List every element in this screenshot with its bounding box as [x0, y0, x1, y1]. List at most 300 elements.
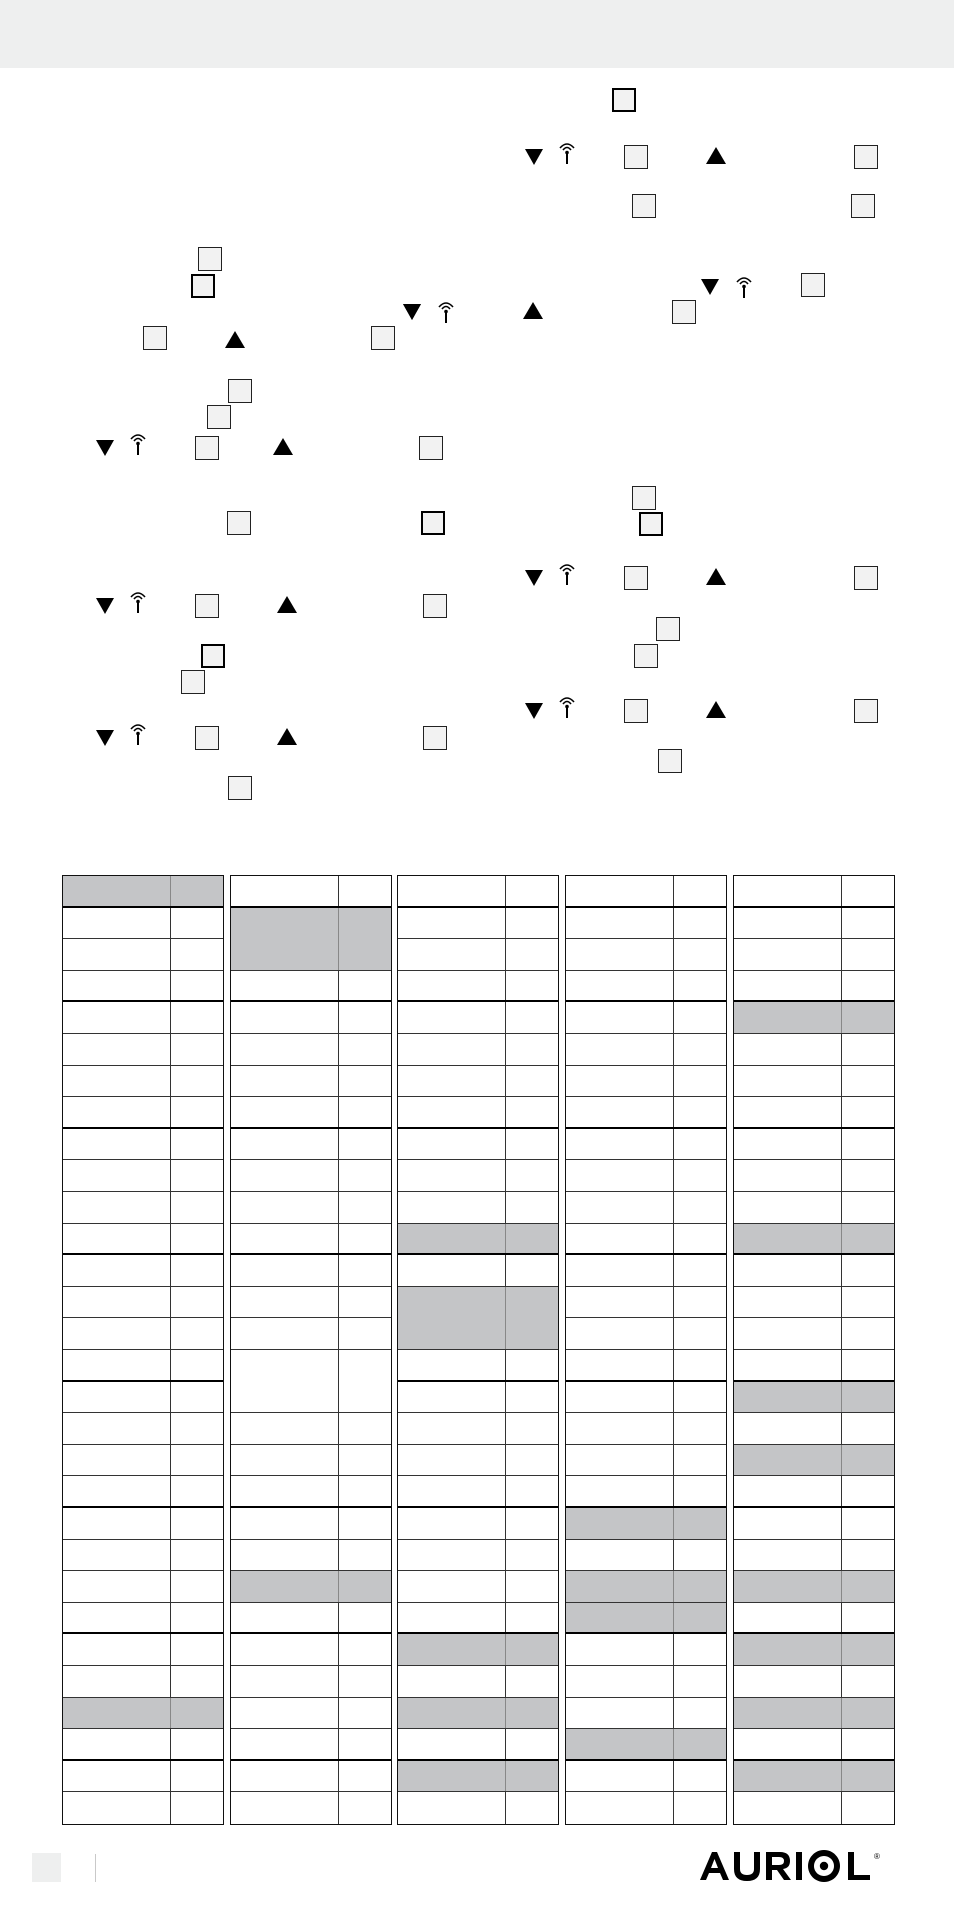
table-cell [339, 1603, 391, 1633]
table-cell [231, 1255, 339, 1286]
table-cell [674, 1034, 726, 1065]
table-row [566, 1066, 726, 1098]
table-row [734, 939, 894, 971]
table-cell [506, 1192, 558, 1223]
table-cell [506, 1698, 558, 1729]
table-cell [339, 1634, 391, 1665]
table-cell [339, 1413, 391, 1444]
table-cell [566, 1571, 674, 1602]
table-row [566, 1508, 726, 1540]
table-row [398, 1318, 558, 1350]
table-cell [63, 1066, 171, 1097]
table-cell [674, 1224, 726, 1254]
button-square-icon [632, 486, 656, 510]
table-cell [566, 1160, 674, 1191]
table-cell [734, 876, 842, 906]
table-cell [398, 1761, 506, 1792]
table-cell [171, 1160, 223, 1191]
button-square-icon [201, 644, 225, 668]
table-cell [506, 1002, 558, 1033]
table-cell [506, 1476, 558, 1506]
table-cell [339, 1192, 391, 1223]
button-square-icon [227, 511, 251, 535]
table-row [398, 1160, 558, 1192]
table-cell [171, 1540, 223, 1571]
table-column-3 [397, 875, 559, 1825]
table-cell [506, 1255, 558, 1286]
table-cell [171, 1002, 223, 1033]
table-cell [398, 971, 506, 1001]
table-cell [231, 1508, 339, 1539]
table-row [566, 1129, 726, 1161]
table-cell [339, 1382, 391, 1413]
table-row [734, 1792, 894, 1824]
table-cell [566, 1350, 674, 1380]
button-square-icon [371, 326, 395, 350]
table-cell [171, 1571, 223, 1602]
table-row [231, 939, 391, 971]
table-cell [674, 1160, 726, 1191]
button-square-icon [801, 273, 825, 297]
table-cell [63, 1540, 171, 1571]
antenna-icon [733, 275, 755, 299]
table-cell [842, 1634, 894, 1665]
table-cell [63, 1634, 171, 1665]
table-cell [566, 1540, 674, 1571]
table-row [231, 1382, 391, 1414]
table-row [231, 1192, 391, 1224]
table-row [231, 1034, 391, 1066]
table-cell [566, 1729, 674, 1759]
table-cell [674, 876, 726, 906]
table-row [63, 876, 223, 908]
table-row [63, 1097, 223, 1129]
table-cell [398, 1350, 506, 1380]
table-row [398, 1192, 558, 1224]
table-row [566, 1350, 726, 1382]
table-row [734, 1160, 894, 1192]
table-cell [734, 1634, 842, 1665]
table-cell [506, 1224, 558, 1254]
table-cell [506, 1160, 558, 1191]
table-row [734, 1382, 894, 1414]
up-triangle-icon [277, 596, 297, 613]
table-cell [566, 1634, 674, 1665]
table-cell [171, 1097, 223, 1127]
table-cell [171, 1792, 223, 1824]
table-row [63, 1066, 223, 1098]
table-cell [339, 1508, 391, 1539]
table-cell [674, 1066, 726, 1097]
button-square-icon [612, 88, 636, 112]
table-cell [842, 1318, 894, 1349]
table-row [734, 1224, 894, 1256]
table-cell [339, 1160, 391, 1191]
table-row [398, 1666, 558, 1698]
table-cell [171, 1413, 223, 1444]
table-cell [566, 1129, 674, 1160]
table-cell [339, 939, 391, 970]
table-row [231, 1761, 391, 1793]
table-cell [506, 1382, 558, 1413]
down-triangle-icon [525, 703, 543, 719]
table-cell [63, 1002, 171, 1033]
table-cell [171, 1603, 223, 1633]
table-cell [231, 1413, 339, 1444]
table-cell [339, 1729, 391, 1759]
table-row [734, 1350, 894, 1382]
table-cell [674, 939, 726, 970]
table-cell [339, 1540, 391, 1571]
table-cell [566, 1603, 674, 1633]
table-cell [171, 1224, 223, 1254]
table-row [566, 908, 726, 940]
table-cell [842, 1729, 894, 1759]
table-cell [339, 1066, 391, 1097]
table-row [566, 1666, 726, 1698]
table-cell [734, 1002, 842, 1033]
table-cell [231, 1192, 339, 1223]
table-row [63, 1382, 223, 1414]
down-triangle-icon [96, 730, 114, 746]
table-row [566, 1382, 726, 1414]
table-row [231, 1634, 391, 1666]
down-triangle-icon [96, 598, 114, 614]
table-cell [506, 1445, 558, 1476]
button-square-icon [423, 594, 447, 618]
table-row [734, 1066, 894, 1098]
table-cell [842, 1287, 894, 1318]
table-cell [398, 939, 506, 970]
table-cell [566, 1698, 674, 1729]
button-square-icon [228, 776, 252, 800]
table-cell [231, 1603, 339, 1633]
table-cell [734, 1792, 842, 1824]
button-square-icon [207, 405, 231, 429]
table-cell [674, 1729, 726, 1759]
table-cell [506, 1729, 558, 1759]
table-cell [63, 1666, 171, 1697]
table-row [734, 1729, 894, 1761]
table-row [734, 971, 894, 1003]
button-square-icon [181, 670, 205, 694]
table-cell [734, 1255, 842, 1286]
table-row [566, 1540, 726, 1572]
table-row [734, 1287, 894, 1319]
table-row [63, 1350, 223, 1382]
table-cell [231, 1318, 339, 1349]
table-row [566, 1445, 726, 1477]
table-row [63, 1761, 223, 1793]
table-cell [171, 1761, 223, 1792]
table-cell [674, 1002, 726, 1033]
table-cell [171, 1445, 223, 1476]
table-cell [674, 1603, 726, 1633]
table-row [63, 1034, 223, 1066]
table-cell [506, 1540, 558, 1571]
table-row [734, 1634, 894, 1666]
table-cell [506, 1129, 558, 1160]
table-cell [398, 1603, 506, 1633]
down-triangle-icon [701, 279, 719, 295]
table-cell [398, 1318, 506, 1349]
table-cell [674, 1540, 726, 1571]
up-triangle-icon [706, 147, 726, 164]
table-row [734, 1318, 894, 1350]
table-cell [734, 1413, 842, 1444]
table-cell [734, 1382, 842, 1413]
table-row [231, 1097, 391, 1129]
table-cell [63, 908, 171, 939]
table-cell [171, 876, 223, 906]
button-square-icon [423, 726, 447, 750]
table-cell [842, 1129, 894, 1160]
button-square-icon [854, 566, 878, 590]
table-cell [734, 1698, 842, 1729]
table-row [63, 1160, 223, 1192]
button-square-icon [421, 511, 445, 535]
table-cell [674, 1476, 726, 1506]
table-row [231, 1224, 391, 1256]
table-cell [339, 1476, 391, 1506]
table-row [734, 1129, 894, 1161]
table-row [566, 1603, 726, 1635]
table-row [734, 1761, 894, 1793]
table-row [566, 1698, 726, 1730]
table-cell [231, 1666, 339, 1697]
table-cell [339, 876, 391, 906]
table-cell [398, 1382, 506, 1413]
table-cell [63, 1382, 171, 1413]
up-triangle-icon [523, 302, 543, 319]
table-cell [398, 1445, 506, 1476]
table-cell [842, 1034, 894, 1065]
table-cell [506, 1413, 558, 1444]
table-cell [339, 908, 391, 940]
table-cell [398, 1160, 506, 1191]
table-cell [398, 1413, 506, 1444]
up-triangle-icon [706, 701, 726, 718]
table-cell [674, 1761, 726, 1792]
table-cell [339, 1097, 391, 1127]
table-row [566, 1034, 726, 1066]
table-cell [398, 1034, 506, 1065]
table-row [63, 1508, 223, 1540]
table-row [398, 1255, 558, 1287]
table-cell [842, 1350, 894, 1380]
table-row [734, 1097, 894, 1129]
table-row [566, 1792, 726, 1824]
registered-mark: ® [874, 1852, 880, 1861]
table-row [734, 1034, 894, 1066]
table-row [63, 1129, 223, 1161]
table-row [231, 1571, 391, 1603]
table-cell [734, 1508, 842, 1539]
table-cell [231, 1792, 339, 1824]
table-cell [674, 908, 726, 939]
table-row [566, 939, 726, 971]
table-row [734, 1192, 894, 1224]
table-cell [734, 1318, 842, 1349]
table-cell [566, 1034, 674, 1065]
table-cell [566, 1318, 674, 1349]
table-cell [231, 1160, 339, 1191]
table-cell [171, 971, 223, 1001]
table-cell [339, 1571, 391, 1602]
table-cell [171, 1066, 223, 1097]
table-row [398, 1698, 558, 1730]
table-cell [231, 1034, 339, 1065]
table-row [231, 1287, 391, 1319]
table-row [734, 1002, 894, 1034]
table-cell [398, 1192, 506, 1223]
table-row [566, 971, 726, 1003]
table-cell [506, 876, 558, 906]
table-cell [398, 1224, 506, 1254]
table-cell [339, 1792, 391, 1824]
table-cell [566, 1255, 674, 1286]
table-cell [398, 908, 506, 939]
table-row [398, 1540, 558, 1572]
table-cell [171, 1192, 223, 1223]
table-cell [566, 908, 674, 939]
table-cell [566, 1287, 674, 1318]
table-row [734, 1666, 894, 1698]
table-cell [734, 1603, 842, 1633]
table-cell [339, 1318, 391, 1349]
table-cell [398, 1287, 506, 1319]
table-cell [842, 1666, 894, 1697]
table-cell [674, 1255, 726, 1286]
table-cell [398, 1729, 506, 1759]
table-cell [842, 1445, 894, 1476]
table-row [398, 1634, 558, 1666]
table-cell [231, 1002, 339, 1033]
down-triangle-icon [96, 440, 114, 456]
table-row [231, 1792, 391, 1824]
table-row [398, 1382, 558, 1414]
table-cell [506, 1034, 558, 1065]
table-row [398, 1034, 558, 1066]
table-cell [566, 1002, 674, 1033]
antenna-icon [127, 722, 149, 746]
button-square-icon [672, 300, 696, 324]
table-cell [506, 971, 558, 1001]
table-cell [63, 1224, 171, 1254]
antenna-icon [435, 300, 457, 324]
table-cell [63, 876, 171, 906]
table-cell [506, 1066, 558, 1097]
table-cell [398, 1508, 506, 1539]
table-row [63, 1192, 223, 1224]
table-cell [231, 1698, 339, 1729]
table-row [63, 939, 223, 971]
table-cell [63, 1445, 171, 1476]
table-cell [171, 1634, 223, 1665]
table-row [63, 1698, 223, 1730]
table-cell [339, 1350, 391, 1382]
table-row [63, 1634, 223, 1666]
table-row [231, 1729, 391, 1761]
table-cell [566, 1476, 674, 1506]
table-cell [231, 1445, 339, 1476]
table-row [566, 1224, 726, 1256]
table-cell [63, 1350, 171, 1380]
table-cell [231, 1761, 339, 1792]
table-row [398, 1603, 558, 1635]
table-cell [842, 1603, 894, 1633]
table-cell [734, 1160, 842, 1191]
table-cell [63, 1603, 171, 1633]
table-cell [231, 1476, 339, 1506]
table-cell [734, 1224, 842, 1254]
table-cell [674, 1350, 726, 1380]
table-row [231, 1603, 391, 1635]
table-row [231, 1350, 391, 1382]
table-cell [398, 1097, 506, 1127]
table-row [734, 1698, 894, 1730]
table-row [231, 971, 391, 1003]
table-cell [842, 1698, 894, 1729]
table-cell [842, 1476, 894, 1506]
table-cell [398, 1129, 506, 1160]
table-row [398, 1066, 558, 1098]
button-square-icon [195, 436, 219, 460]
table-row [734, 1603, 894, 1635]
button-square-icon [639, 512, 663, 536]
table-cell [171, 939, 223, 970]
table-cell [171, 1034, 223, 1065]
table-cell [398, 1255, 506, 1286]
table-cell [231, 1382, 339, 1413]
table-cell [398, 1476, 506, 1506]
table-cell [674, 1318, 726, 1349]
table-cell [506, 1508, 558, 1539]
table-row [63, 1603, 223, 1635]
header-band [0, 0, 954, 68]
table-cell [842, 1192, 894, 1223]
button-square-icon [624, 699, 648, 723]
antenna-icon [556, 695, 578, 719]
table-cell [339, 1034, 391, 1065]
table-cell [734, 1540, 842, 1571]
table-cell [63, 1761, 171, 1792]
table-cell [734, 1034, 842, 1065]
table-cell [231, 1066, 339, 1097]
table-cell [63, 1792, 171, 1824]
table-cell [734, 1666, 842, 1697]
table-row [566, 876, 726, 908]
table-row [566, 1255, 726, 1287]
antenna-icon [127, 590, 149, 614]
table-cell [63, 1476, 171, 1506]
table-cell [674, 1192, 726, 1223]
table-cell [398, 1540, 506, 1571]
table-cell [566, 1792, 674, 1824]
button-square-icon [191, 274, 215, 298]
table-cell [63, 1729, 171, 1759]
table-cell [674, 1445, 726, 1476]
table-row [231, 1129, 391, 1161]
table-row [231, 1002, 391, 1034]
table-row [566, 1318, 726, 1350]
table-row [63, 1445, 223, 1477]
table-cell [171, 1508, 223, 1539]
table-row [398, 1097, 558, 1129]
table-row [63, 1255, 223, 1287]
table-cell [231, 1634, 339, 1665]
table-row [231, 1066, 391, 1098]
